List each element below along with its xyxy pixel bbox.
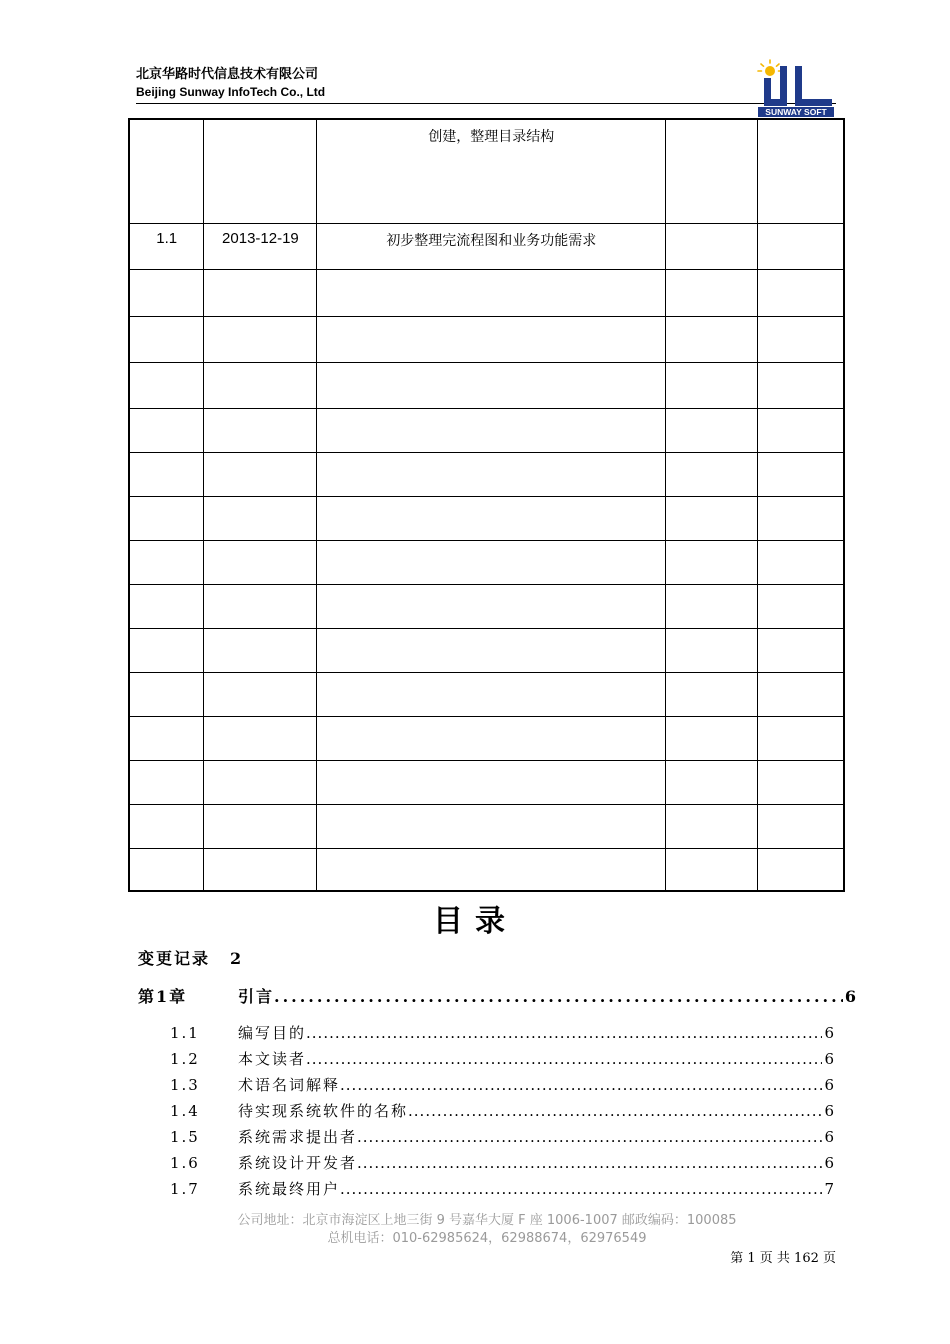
toc-entry-number: 1.6 (170, 1154, 200, 1172)
table-row (129, 848, 844, 891)
date-cell (204, 760, 317, 804)
col5-cell (758, 760, 844, 804)
table-row (129, 760, 844, 804)
col5-cell (758, 496, 844, 540)
version-cell (129, 269, 204, 316)
col4-cell (666, 760, 758, 804)
company-name-cn: 北京华路时代信息技术有限公司 (136, 67, 319, 82)
version-cell (129, 672, 204, 716)
logo-text: SUNWAY SOFT (765, 107, 827, 117)
toc-entry-title: 本文读者 (238, 1050, 307, 1068)
toc-entry-page: 6 (824, 1024, 836, 1042)
header-rule (136, 103, 836, 104)
version-cell (129, 362, 204, 408)
col4-cell (666, 804, 758, 848)
date-cell (204, 408, 317, 452)
toc-entry-page: 7 (824, 1180, 836, 1198)
toc-entry[interactable] (170, 1178, 836, 1199)
toc-entry-title: 编写目的 (238, 1024, 307, 1042)
company-name-en: Beijing Sunway InfoTech Co., Ltd (136, 85, 326, 99)
toc-entry-page: 6 (824, 1076, 836, 1094)
date-cell (204, 584, 317, 628)
description-cell: 初步整理完流程图和业务功能需求 (317, 223, 666, 269)
version-cell (129, 716, 204, 760)
description-cell (317, 540, 666, 584)
version-cell (129, 760, 204, 804)
col5-cell (758, 848, 844, 891)
col5-cell (758, 223, 844, 269)
table-row (129, 119, 844, 223)
toc-entry-title: 系统需求提出者 (238, 1128, 358, 1146)
col4-cell (666, 362, 758, 408)
version-cell (129, 452, 204, 496)
col5-cell (758, 628, 844, 672)
version-cell (129, 496, 204, 540)
version-cell (129, 584, 204, 628)
toc-entry-title: 术语名词解释 (238, 1076, 341, 1094)
table-row (129, 452, 844, 496)
table-row (129, 362, 844, 408)
col4-cell (666, 540, 758, 584)
toc-dot-leader (340, 1076, 822, 1094)
toc-entry-title: 待实现系统软件的名称 (238, 1102, 409, 1120)
toc-entry-number: 变更记录 (138, 949, 211, 968)
col4-cell (666, 584, 758, 628)
toc-entry-page: 6 (844, 987, 858, 1006)
date-cell (204, 848, 317, 891)
table-row (129, 540, 844, 584)
col5-cell (758, 452, 844, 496)
page-header (136, 66, 836, 101)
toc-entry-number: 第1章 (138, 987, 188, 1006)
col5-cell (758, 408, 844, 452)
description-cell (317, 716, 666, 760)
toc-entry-page: 6 (824, 1050, 836, 1068)
table-row (129, 584, 844, 628)
version-cell (129, 408, 204, 452)
description-cell (317, 628, 666, 672)
version-cell (129, 540, 204, 584)
toc-dot-leader (340, 1180, 822, 1198)
col4-cell (666, 223, 758, 269)
description-cell (317, 496, 666, 540)
col5-cell (758, 804, 844, 848)
version-cell (129, 848, 204, 891)
footer-contact (0, 1212, 950, 1248)
description-cell (317, 672, 666, 716)
col5-cell (758, 316, 844, 362)
version-cell (129, 119, 204, 223)
table-row (129, 804, 844, 848)
toc-entry[interactable] (170, 1074, 836, 1095)
footer-address: 公司地址：北京市海淀区上地三街 9 号嘉华大厦 F 座 1006-1007 邮政编码：100085 (237, 1213, 737, 1228)
date-cell (204, 362, 317, 408)
table-row (129, 223, 844, 269)
description-cell (317, 452, 666, 496)
col5-cell (758, 584, 844, 628)
date-cell (204, 804, 317, 848)
table-row (129, 269, 844, 316)
footer-phone: 总机电话：010-62985624，62988674，62976549 (327, 1231, 647, 1246)
table-row (129, 316, 844, 362)
date-cell: 2013-12-19 (204, 223, 317, 269)
sun-icon (758, 60, 782, 76)
toc-entry-page: 6 (824, 1128, 836, 1146)
toc-entry-page: 6 (824, 1102, 836, 1120)
version-cell (129, 628, 204, 672)
toc-entry-number: 1.3 (170, 1076, 200, 1094)
description-cell (317, 760, 666, 804)
toc-entry-page: 6 (824, 1154, 836, 1172)
date-cell (204, 316, 317, 362)
table-row (129, 408, 844, 452)
description-cell: 创建，整理目录结构 (317, 119, 666, 223)
description-cell (317, 804, 666, 848)
date-cell (204, 269, 317, 316)
toc-entry[interactable] (138, 984, 858, 1007)
col5-cell (758, 362, 844, 408)
version-cell (129, 316, 204, 362)
date-cell (204, 716, 317, 760)
toc-entry[interactable] (170, 1048, 836, 1069)
col4-cell (666, 316, 758, 362)
toc-entry[interactable] (170, 1100, 836, 1121)
date-cell (204, 540, 317, 584)
table-row (129, 628, 844, 672)
toc-entry-number: 1.1 (170, 1024, 200, 1042)
toc-dot-leader (306, 1024, 822, 1042)
toc-entry-number: 1.5 (170, 1128, 200, 1146)
toc-entry-number: 1.2 (170, 1050, 200, 1068)
change-log-table (128, 118, 845, 892)
col5-cell (758, 119, 844, 223)
col5-cell (758, 540, 844, 584)
description-cell (317, 584, 666, 628)
toc-entry-title: 引言 (238, 987, 275, 1006)
toc-entry[interactable] (138, 946, 858, 969)
description-cell (317, 269, 666, 316)
description-cell (317, 848, 666, 891)
table-row (129, 496, 844, 540)
toc-dot-leader (408, 1102, 822, 1120)
col5-cell (758, 269, 844, 316)
toc-entry[interactable] (170, 1126, 836, 1147)
col4-cell (666, 408, 758, 452)
table-row (129, 672, 844, 716)
table-row (129, 716, 844, 760)
date-cell (204, 628, 317, 672)
description-cell (317, 316, 666, 362)
col5-cell (758, 716, 844, 760)
toc-title: 目录 (433, 904, 517, 939)
date-cell (204, 496, 317, 540)
toc-entry-title: 系统最终用户 (238, 1180, 341, 1198)
sunway-logo-icon (755, 58, 837, 118)
col4-cell (666, 496, 758, 540)
date-cell (204, 119, 317, 223)
col4-cell (666, 672, 758, 716)
toc-entry-title: 系统设计开发者 (238, 1154, 358, 1172)
toc-entry-number: 1.7 (170, 1180, 200, 1198)
toc-dot-leader (357, 1128, 822, 1146)
description-cell (317, 362, 666, 408)
toc-entry[interactable] (170, 1152, 836, 1173)
version-cell: 1.1 (129, 223, 204, 269)
col4-cell (666, 269, 758, 316)
toc-dot-leader (306, 1050, 822, 1068)
description-cell (317, 408, 666, 452)
toc-dot-leader (274, 987, 843, 1006)
col4-cell (666, 119, 758, 223)
col4-cell (666, 716, 758, 760)
toc-entry[interactable] (170, 1022, 836, 1043)
col4-cell (666, 452, 758, 496)
toc-entry-page: 2 (230, 949, 244, 968)
toc-dot-leader (357, 1154, 822, 1172)
page-number: 第 1 页 共 162 页 (730, 1251, 836, 1266)
col4-cell (666, 628, 758, 672)
date-cell (204, 672, 317, 716)
version-cell (129, 804, 204, 848)
col5-cell (758, 672, 844, 716)
toc-entry-number: 1.4 (170, 1102, 200, 1120)
col4-cell (666, 848, 758, 891)
date-cell (204, 452, 317, 496)
